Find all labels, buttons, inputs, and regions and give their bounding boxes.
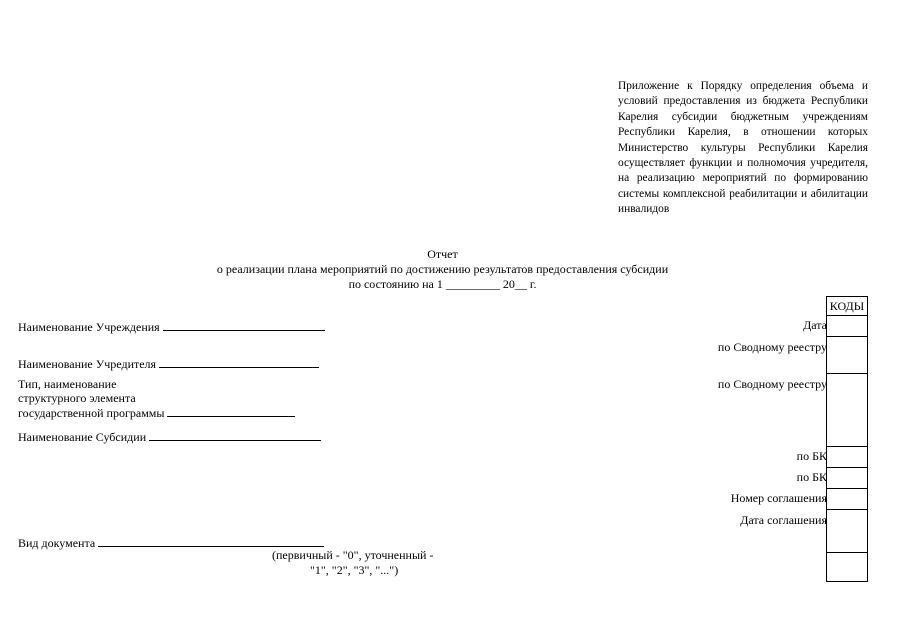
registry-label-2: по Сводному реестру [717,377,827,391]
program-type-label-2: структурного элемента [18,391,136,405]
report-date-line: по состоянию на 1 _________ 20__ г. [348,277,537,291]
program-type-label-3: государственной программы [18,406,165,420]
appendix-text: Приложение к Порядку определения объема и условий предоставления из бюджета Республики Карелия субсидии бюджетным учреждениям Республики Карелия, в отношении которых Министерство культуры Республики Карелия осуществляет функции и полномочия учредителя, на реализацию мероприятий по формированию системы комплексной реабилитации и абилитации инвалидов [618,80,868,216]
registry-label-1: по Сводному реестру [717,340,827,354]
date-label: Дата [803,318,827,332]
code-cell-bk-1[interactable] [827,447,868,468]
code-cell-agreement-number[interactable] [827,489,868,510]
bk-label-2: по БК [796,470,827,484]
institution-field [18,319,325,334]
founder-label: Наименование Учредителя [18,357,157,371]
institution-label: Наименование Учреждения [18,320,160,334]
report-subtitle: о реализации плана мероприятий по достижению результатов предоставления субсидии [216,262,669,276]
code-cell-registry-1[interactable] [827,337,868,374]
founder-blank[interactable] [159,356,319,368]
subsidy-label: Наименование Субсидии [18,430,147,444]
code-cell-doc-type[interactable] [827,553,868,582]
subsidy-blank[interactable] [149,429,321,441]
program-type-field [18,377,295,420]
program-type-label-1: Тип, наименование [18,377,117,391]
doc-type-note-1: (первичный - "0", уточненный - [272,548,434,562]
codes-header: КОДЫ [827,297,868,316]
code-cell-registry-2[interactable] [827,374,868,447]
agreement-number-label: Номер соглашения [730,491,827,505]
code-cell-date[interactable] [827,316,868,337]
code-cell-bk-2[interactable] [827,468,868,489]
institution-blank[interactable] [163,319,325,331]
code-cell-agreement-date[interactable] [827,510,868,553]
program-type-blank[interactable] [167,405,295,417]
founder-field [18,356,319,371]
doc-type-note-2: "1", "2", "3", "...") [310,563,399,577]
agreement-date-label: Дата соглашения [740,513,827,527]
report-title: Отчет [427,247,458,261]
bk-label-1: по БК [796,449,827,463]
codes-table [826,296,868,582]
subsidy-field [18,429,321,444]
doc-type-label: Вид документа [18,536,96,550]
doc-type-blank[interactable] [98,535,324,547]
